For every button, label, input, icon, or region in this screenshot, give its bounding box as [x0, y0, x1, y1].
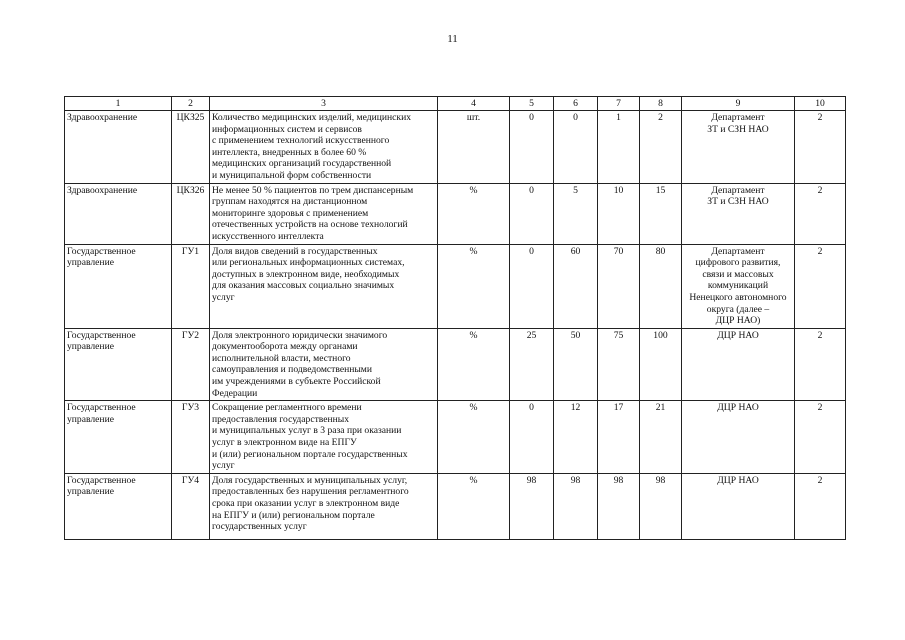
value-cell: 0 — [510, 244, 554, 328]
value-cell: 1 — [598, 111, 640, 184]
code-cell: ГУ1 — [172, 244, 210, 328]
value-cell: 2 — [795, 244, 846, 328]
table-row — [65, 183, 846, 244]
value-cell: 0 — [510, 183, 554, 244]
description-cell: Доля электронного юридически значимого документооборота между органами исполнительной власти, местного самоуправления и подведомственными им учреждениями в субъекте Российской Федерации — [210, 328, 438, 401]
sector-cell: Здравоохранение — [65, 183, 172, 244]
description-cell: Сокращение регламентного времени предоставления государственных и муниципальных услуг в 3 раза при оказании услуг в электронном виде на ЕПГУ и (или) региональном портале государственных услуг — [210, 401, 438, 474]
value-cell: 0 — [510, 111, 554, 184]
responsible-cell: Департамент ЗТ и СЗН НАО — [682, 111, 795, 184]
value-cell: 2 — [795, 111, 846, 184]
value-cell: 12 — [554, 401, 598, 474]
unit-cell: шт. — [438, 111, 510, 184]
description-cell: Количество медицинских изделий, медицинских информационных систем и сервисов с применением технологий искусственного интеллекта, внедренных в более 60 % медицинских организаций государственной и муниципальной форм собственности — [210, 111, 438, 184]
unit-cell: % — [438, 244, 510, 328]
responsible-cell: Департамент ЗТ и СЗН НАО — [682, 183, 795, 244]
sector-cell: Государственное управление — [65, 244, 172, 328]
column-header: 1 — [65, 97, 172, 111]
column-header: 9 — [682, 97, 795, 111]
value-cell: 70 — [598, 244, 640, 328]
indicators-table — [64, 96, 846, 540]
unit-cell: % — [438, 473, 510, 539]
value-cell: 80 — [640, 244, 682, 328]
value-cell: 2 — [795, 473, 846, 539]
value-cell: 98 — [554, 473, 598, 539]
value-cell: 2 — [795, 183, 846, 244]
code-cell: ЦКЗ25 — [172, 111, 210, 184]
value-cell: 98 — [598, 473, 640, 539]
value-cell: 21 — [640, 401, 682, 474]
sector-cell: Здравоохранение — [65, 111, 172, 184]
table-header-row — [65, 97, 846, 111]
table-row — [65, 473, 846, 539]
responsible-cell: Департамент цифрового развития, связи и массовых коммуникаций Ненецкого автономного округа (далее – ДЦР НАО) — [682, 244, 795, 328]
table-row — [65, 244, 846, 328]
value-cell: 10 — [598, 183, 640, 244]
unit-cell: % — [438, 401, 510, 474]
table-row — [65, 111, 846, 184]
code-cell: ГУ3 — [172, 401, 210, 474]
column-header: 3 — [210, 97, 438, 111]
sector-cell: Государственное управление — [65, 473, 172, 539]
value-cell: 75 — [598, 328, 640, 401]
column-header: 4 — [438, 97, 510, 111]
sector-cell: Государственное управление — [65, 328, 172, 401]
table-row — [65, 328, 846, 401]
value-cell: 2 — [640, 111, 682, 184]
column-header: 6 — [554, 97, 598, 111]
value-cell: 0 — [554, 111, 598, 184]
value-cell: 98 — [640, 473, 682, 539]
description-cell: Доля государственных и муниципальных услуг, предоставленных без нарушения регламентного срока при оказании услуг в электронном виде на ЕПГУ и (или) региональном портале государственных услуг — [210, 473, 438, 539]
value-cell: 2 — [795, 401, 846, 474]
column-header: 7 — [598, 97, 640, 111]
description-cell: Не менее 50 % пациентов по трем диспансерным группам находятся на дистанционном мониторинге здоровья с применением отечественных устройств на основе технологий искусственного интеллекта — [210, 183, 438, 244]
value-cell: 5 — [554, 183, 598, 244]
code-cell: ГУ4 — [172, 473, 210, 539]
sector-cell: Государственное управление — [65, 401, 172, 474]
value-cell: 15 — [640, 183, 682, 244]
unit-cell: % — [438, 183, 510, 244]
value-cell: 0 — [510, 401, 554, 474]
responsible-cell: ДЦР НАО — [682, 473, 795, 539]
value-cell: 100 — [640, 328, 682, 401]
code-cell: ЦКЗ26 — [172, 183, 210, 244]
column-header: 5 — [510, 97, 554, 111]
column-header: 2 — [172, 97, 210, 111]
responsible-cell: ДЦР НАО — [682, 328, 795, 401]
value-cell: 25 — [510, 328, 554, 401]
column-header: 10 — [795, 97, 846, 111]
table-row — [65, 401, 846, 474]
code-cell: ГУ2 — [172, 328, 210, 401]
value-cell: 60 — [554, 244, 598, 328]
page-number: 11 — [447, 33, 458, 45]
unit-cell: % — [438, 328, 510, 401]
responsible-cell: ДЦР НАО — [682, 401, 795, 474]
value-cell: 50 — [554, 328, 598, 401]
value-cell: 17 — [598, 401, 640, 474]
description-cell: Доля видов сведений в государственных или региональных информационных системах, доступных в электронном виде, необходимых для оказания массовых социально значимых услуг — [210, 244, 438, 328]
value-cell: 98 — [510, 473, 554, 539]
value-cell: 2 — [795, 328, 846, 401]
column-header: 8 — [640, 97, 682, 111]
